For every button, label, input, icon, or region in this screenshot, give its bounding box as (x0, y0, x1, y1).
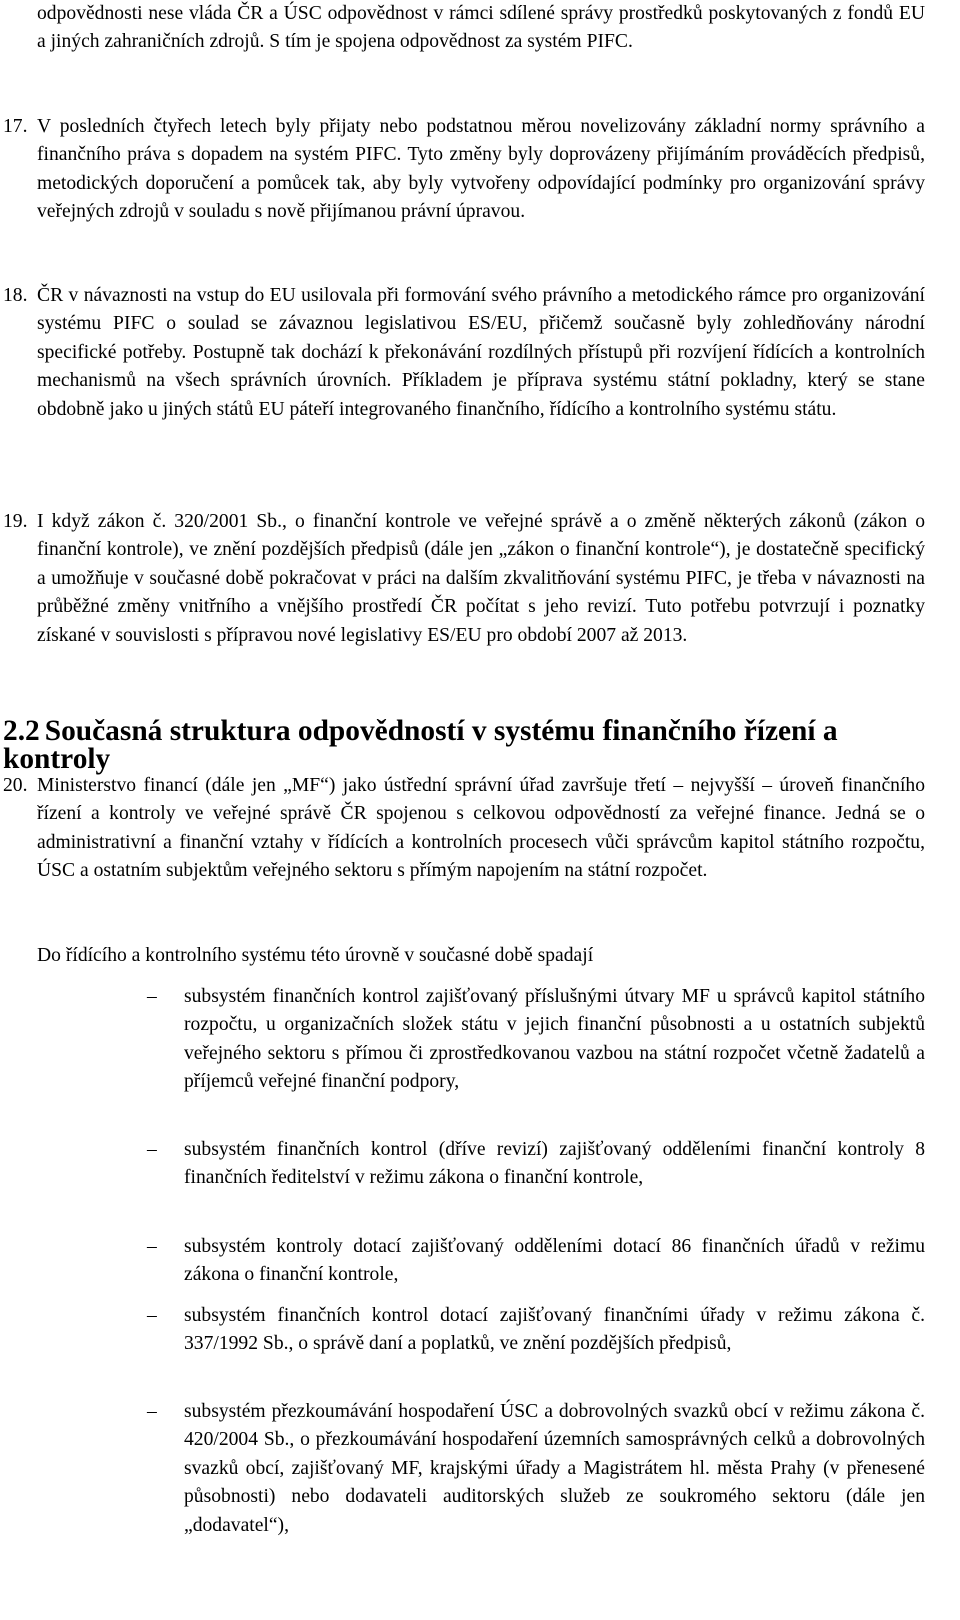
list-item-text: subsystém kontroly dotací zajišťovaný odděleními dotací 86 finančních úřadů v režimu zákona o finanční kontrole, (184, 1236, 925, 1286)
paragraph-text: V posledních čtyřech letech byly přijaty nebo podstatnou měrou novelizovány základní normy správního a finančního práva s dopadem na systém PIFC. Tyto změny byly doprovázeny přijímáním prováděcích předpisů, metodických doporučení a pomůcek tak, aby byly vytvořeny odpovídající podmínky pro organizování správy veřejných zdrojů v souladu s nově přijímanou právní úpravou. (37, 116, 925, 223)
section-heading (3, 717, 925, 774)
paragraph-number: 18. (3, 285, 28, 306)
paragraph-18 (3, 282, 925, 424)
dash-bullet: – (147, 1139, 157, 1160)
list-item (147, 1398, 925, 1540)
paragraph-text: odpovědnosti nese vláda ČR a ÚSC odpovědnost v rámci sdílené správy prostředků poskytovaných z fondů EU a jiných zahraničních zdrojů. S tím je spojena odpovědnost za systém PIFC. (37, 3, 925, 53)
paragraph-17 (3, 113, 925, 227)
paragraph-text: I když zákon č. 320/2001 Sb., o finanční kontrole ve veřejné správě a o změně některých zákonů (zákon o finanční kontrole), ve znění pozdějších předpisů (dále jen „zákon o finanční kontrole“), je dostatečně specifický a umožňuje v současné době pokračovat v práci na dalším zkvalitňování systému PIFC, je třeba v návaznosti na průběžné změny vnitřního a vnějšího prostředí ČR počítat s jeho revizí. Tuto potřebu potvrzují i poznatky získané v souvislosti s přípravou nové legislativy ES/EU pro období 2007 až 2013. (37, 511, 925, 646)
list-item (147, 983, 925, 1097)
list-intro (37, 942, 925, 970)
paragraph-number: 20. (3, 775, 28, 796)
paragraph-number: 19. (3, 511, 28, 532)
list-item (147, 1302, 925, 1359)
paragraph-text: Ministerstvo financí (dále jen „MF“) jako ústřední správní úřad završuje třetí – nejvyšší – úroveň finančního řízení a kontroly ve veřejné správě ČR spojenou s celkovou odpovědností za veřejné finance. Jedná se o administrativní a finanční vztahy v řídících a kontrolních procesech vůči správcům kapitol státního rozpočtu, ÚSC a ostatním subjektům veřejného sektoru s přímým napojením na státní rozpočet. (37, 775, 925, 882)
dash-bullet: – (147, 1236, 157, 1257)
dash-bullet: – (147, 1305, 157, 1326)
paragraph-20 (3, 772, 925, 886)
list-item (147, 1136, 925, 1193)
paragraph-continued (37, 0, 925, 57)
list-intro-text: Do řídícího a kontrolního systému této úrovně v současné době spadají (37, 945, 594, 966)
list-item-text: subsystém přezkoumávání hospodaření ÚSC a dobrovolných svazků obcí v režimu zákona č. 420/2004 Sb., o přezkoumávání hospodaření územních samosprávných celků a dobrovolných svazků obcí, zajišťovaný MF, krajskými úřady a Magistrátem hl. města Prahy (v přenesené působnosti) nebo dodavateli auditorských služeb ze soukromého sektoru (dále jen „dodavatel“), (184, 1401, 925, 1536)
section-number: 2.2 (3, 715, 40, 747)
list-item-text: subsystém finančních kontrol dotací zajišťovaný finančními úřady v režimu zákona č. 337/1992 Sb., o správě daní a poplatků, ve znění pozdějších předpisů, (184, 1305, 925, 1355)
dash-bullet: – (147, 1401, 157, 1422)
paragraph-number: 17. (3, 116, 28, 137)
paragraph-19 (3, 508, 925, 650)
dash-bullet: – (147, 986, 157, 1007)
list-item-text: subsystém finančních kontrol (dříve revizí) zajišťovaný odděleními finanční kontroly 8 finančních ředitelství v režimu zákona o finanční kontrole, (184, 1139, 925, 1189)
paragraph-text: ČR v návaznosti na vstup do EU usilovala při formování svého právního a metodického rámce pro organizování systému PIFC o soulad se závaznou legislativou ES/EU, přičemž současně byly zohledňovány národní specifické potřeby. Postupně tak dochází k překonávání rozdílných přístupů při rozvíjení řídících a kontrolních mechanismů na všech správních úrovních. Příkladem je příprava systému státní pokladny, který se stane obdobně jako u jiných států EU páteří integrovaného finančního, řídícího a kontrolního systému státu. (37, 285, 925, 420)
list-item-text: subsystém finančních kontrol zajišťovaný příslušnými útvary MF u správců kapitol státního rozpočtu, u organizačních složek státu v jejich finanční působnosti a u ostatních subjektů veřejného sektoru s přímou či zprostředkovanou vazbou na státní rozpočet včetně žadatelů a příjemců veřejné finanční podpory, (184, 986, 925, 1093)
list-item (147, 1233, 925, 1290)
section-title: Současná struktura odpovědností v systému finančního řízení a kontroly (3, 715, 838, 776)
